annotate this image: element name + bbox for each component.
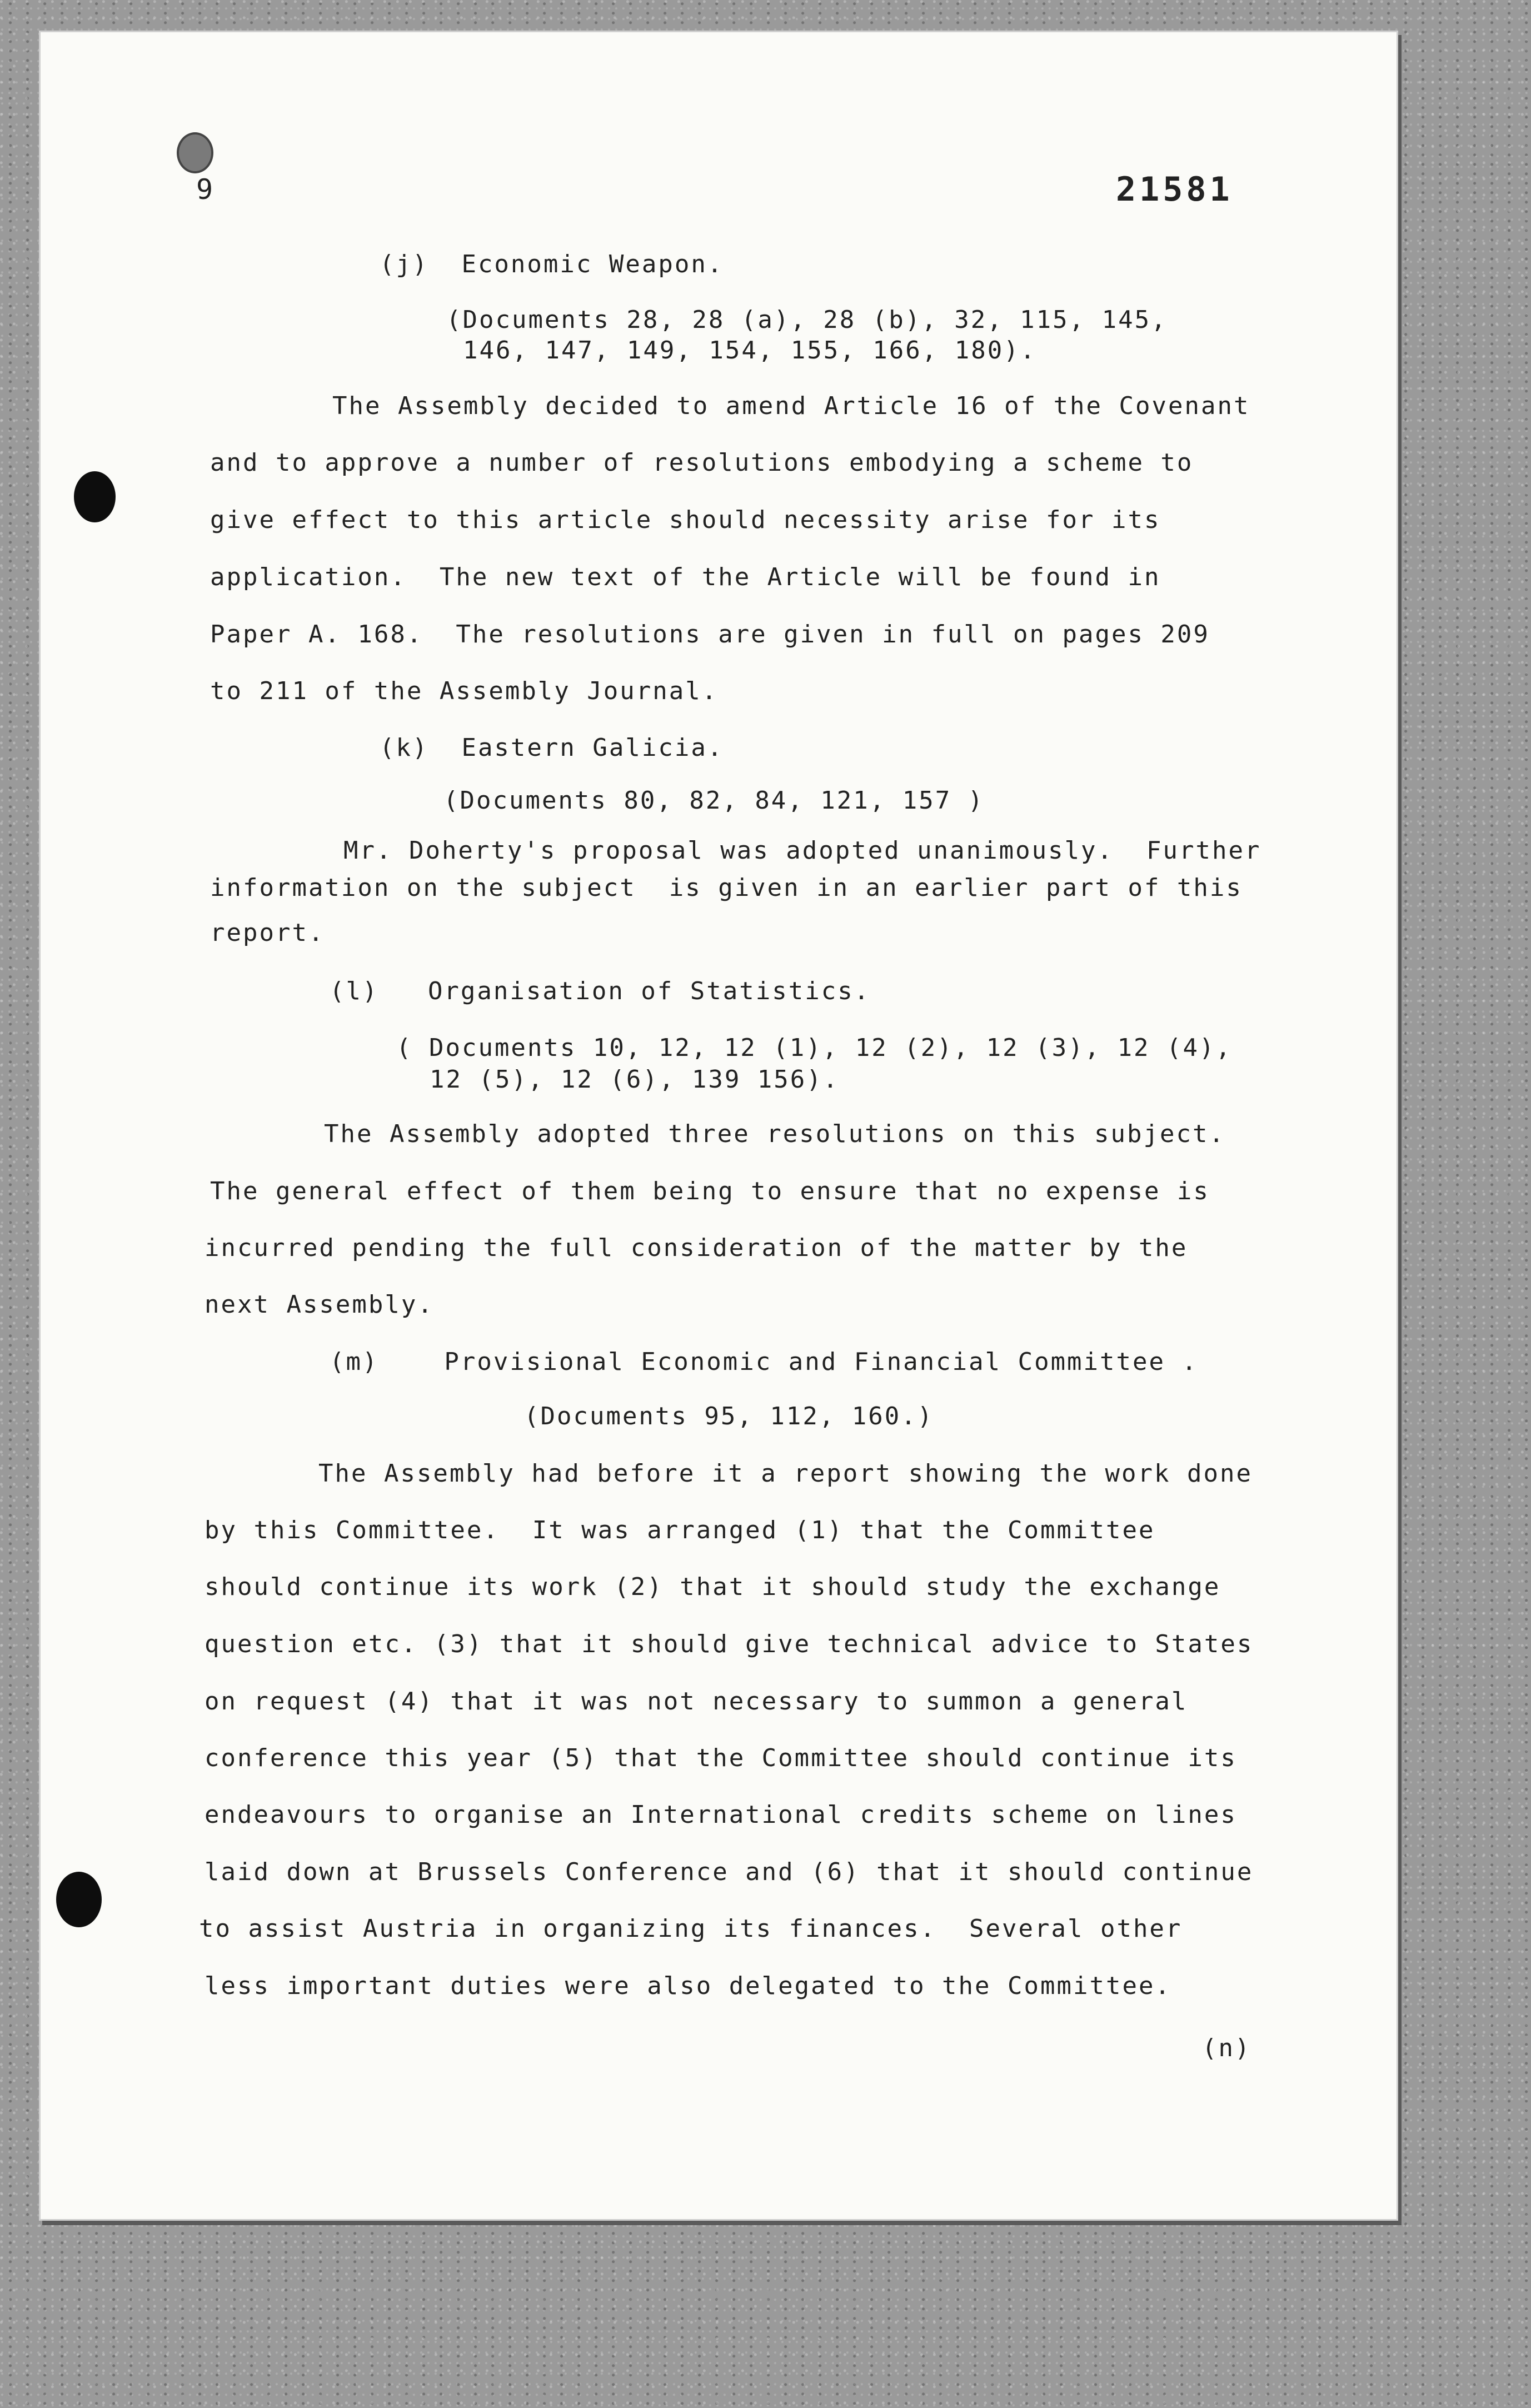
section-j-documents-line: (Documents 28, 28 (a), 28 (b), 32, 115, 145, (446, 306, 1168, 334)
section-m-body-line: to assist Austria in organizing its finances. Several other (199, 1915, 1183, 1943)
reference-number: 21581 (1116, 170, 1233, 209)
punch-hole-top (177, 132, 213, 173)
page-number: 9 (196, 173, 215, 206)
section-m-body-line: less important duties were also delegated to the Committee. (205, 1972, 1171, 2000)
section-j-body-line: give effect to this article should necessity arise for its (210, 506, 1161, 534)
section-m-body-line: should continue its work (2) that it should study the exchange (205, 1573, 1221, 1601)
section-k-heading: (k) Eastern Galicia. (380, 734, 724, 762)
section-j-documents-line: 146, 147, 149, 154, 155, 166, 180). (463, 336, 1037, 365)
punch-hole-bottom (56, 1872, 102, 1927)
document-page (39, 31, 1398, 2221)
section-l-body-line: incurred pending the full consideration of the matter by the (205, 1234, 1188, 1262)
section-m-body-line: conference this year (5) that the Committee should continue its (205, 1744, 1237, 1772)
section-j-body-line: The Assembly decided to amend Article 16 of the Covenant (332, 392, 1250, 420)
section-l-documents-line: ( Documents 10, 12, 12 (1), 12 (2), 12 (3), 12 (4), (396, 1034, 1233, 1062)
section-k-body-line: Mr. Doherty's proposal was adopted unanimously. Further (343, 836, 1261, 865)
section-m-body-line: on request (4) that it was not necessary to summon a general (205, 1687, 1188, 1716)
section-m-body-line: The Assembly had before it a report showing the work done (318, 1459, 1253, 1488)
section-k-documents-line: (Documents 80, 82, 84, 121, 157 ) (443, 786, 985, 815)
punch-hole-middle (74, 471, 116, 522)
section-m-body-line: by this Committee. It was arranged (1) that the Committee (205, 1516, 1155, 1544)
section-l-body-line: The general effect of them being to ensure that no expense is (210, 1177, 1210, 1205)
section-l-heading: (l) Organisation of Statistics. (330, 977, 871, 1005)
section-j-body-line: application. The new text of the Article will be found in (210, 563, 1161, 591)
section-m-body-line: question etc. (3) that it should give technical advice to States (205, 1630, 1254, 1658)
section-k-body-line: report. (210, 919, 325, 947)
section-m-body-line: laid down at Brussels Conference and (6) that it should continue (205, 1858, 1254, 1886)
section-l-documents-line: 12 (5), 12 (6), 139 156). (430, 1065, 840, 1094)
section-m-documents-line: (Documents 95, 112, 160.) (524, 1402, 934, 1430)
section-k-body-line: information on the subject is given in an earlier part of this (210, 874, 1243, 902)
section-m-body-line: endeavours to organise an International credits scheme on lines (205, 1801, 1237, 1829)
section-j-body-line: and to approve a number of resolutions embodying a scheme to (210, 448, 1194, 477)
section-l-body-line: The Assembly adopted three resolutions on this subject. (324, 1120, 1225, 1148)
section-l-body-line: next Assembly. (205, 1290, 434, 1319)
section-m-heading: (m) Provisional Economic and Financial Committee . (330, 1348, 1198, 1376)
section-j-heading: (j) Economic Weapon. (380, 250, 724, 278)
section-j-body-line: Paper A. 168. The resolutions are given in full on pages 209 (210, 620, 1210, 649)
section-j-body-line: to 211 of the Assembly Journal. (210, 677, 719, 705)
catchword: (n) (1202, 2034, 1251, 2062)
